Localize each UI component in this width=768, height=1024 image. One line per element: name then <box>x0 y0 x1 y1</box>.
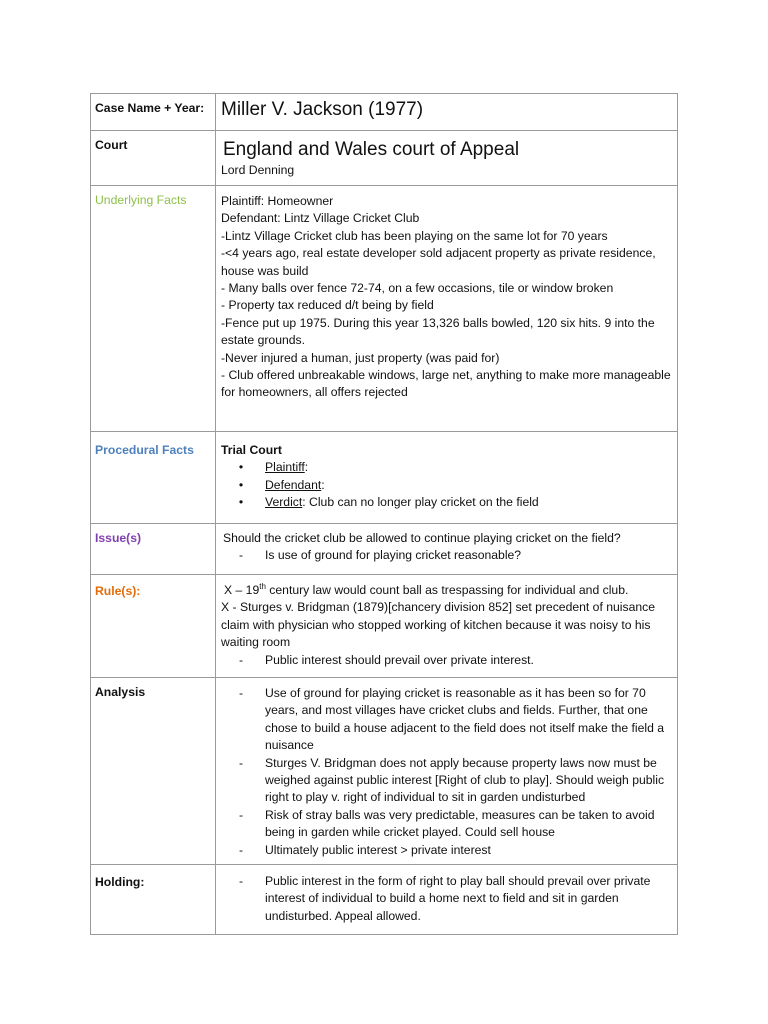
analysis-item <box>221 755 671 807</box>
dash-mark: - <box>238 755 244 770</box>
analysis-text: Use of ground for playing cricket is reasonable as it has been so for 70 years, and most villages have cricket clubs and fields. Further, that one chose to build a house adjacent to the field does not itself make the field a nuisance <box>265 686 665 753</box>
rule-line-2: X - Sturges v. Bridgman (1879)[chancery division 852] set precedent of nuisance claim with physician who stopped working of kitchen because it was noisy to his waiting room <box>221 600 656 650</box>
procedural-item-plaintiff <box>221 459 671 476</box>
court-label <box>91 131 216 186</box>
analysis-item <box>221 685 671 755</box>
case-name-label <box>91 94 216 131</box>
dash-mark: - <box>238 686 244 700</box>
analysis-item <box>221 842 671 859</box>
procedural-term: Plaintiff <box>265 460 305 475</box>
holding-list <box>221 873 671 925</box>
rule-1-post: century law would count ball as trespassing for individual and club. <box>265 583 629 597</box>
fact-line: - Club offered unbreakable windows, large net, anything to make more manageable for homeowners, all offers rejected <box>221 368 671 400</box>
row-case-name <box>91 94 678 131</box>
analysis-item <box>221 807 671 842</box>
procedural-facts-label-text: Procedural Facts <box>95 443 194 457</box>
issues-label <box>91 524 216 575</box>
row-rules <box>91 575 678 678</box>
fact-line: Plaintiff: Homeowner <box>221 194 334 208</box>
holding-label-text: Holding: <box>95 875 145 889</box>
analysis-label <box>91 678 216 865</box>
row-issues <box>91 524 678 575</box>
row-procedural-facts <box>91 432 678 524</box>
underlying-facts-label <box>91 186 216 432</box>
underlying-facts-label-text: Underlying Facts <box>95 193 187 207</box>
row-analysis <box>91 678 678 865</box>
fact-line: -Lintz Village Cricket club has been playing on the same lot for 70 years <box>221 228 608 243</box>
dash-mark: - <box>238 874 244 888</box>
dash-mark: - <box>238 807 244 822</box>
procedural-list <box>221 459 671 511</box>
row-holding <box>91 865 678 935</box>
fact-line: -Never injured a human, just property (was paid for) <box>221 350 500 365</box>
rules-sub-text: Public interest should prevail over private interest. <box>265 652 534 667</box>
fact-line: - Property tax reduced d/t being by field <box>221 298 434 313</box>
procedural-rest: : <box>304 460 309 475</box>
dash-mark: - <box>238 548 244 563</box>
court-label-text: Court <box>95 138 128 152</box>
procedural-term: Defendant <box>265 477 322 492</box>
issue-sub-text: Is use of ground for playing cricket reasonable? <box>265 548 522 563</box>
trial-court-heading: Trial Court <box>221 443 282 457</box>
holding-text: Public interest in the form of right to play ball should prevail over private interest of individual to build a home next to field and sit in garden undisturbed. Appeal allowed. <box>265 874 651 923</box>
court-cell <box>216 131 678 186</box>
case-name-cell <box>216 94 678 131</box>
issue-sublist <box>221 547 671 564</box>
rules-label-text: Rule(s): <box>95 584 141 598</box>
rules-cell <box>216 575 678 678</box>
analysis-text: Ultimately public interest > private interest <box>265 842 491 857</box>
procedural-facts-cell <box>216 432 678 524</box>
fact-line: -Fence put up 1975. During this year 13,326 balls bowled, 120 six hits. 9 into the estate grounds. <box>221 315 655 348</box>
row-underlying-facts <box>91 186 678 432</box>
court-name: England and Wales court of Appeal <box>223 139 520 160</box>
procedural-rest: : Club can no longer play cricket on the field <box>302 495 539 510</box>
fact-line: - Many balls over fence 72-74, on a few occasions, tile or window broken <box>221 281 614 296</box>
rule-1-sup: th <box>259 581 266 591</box>
procedural-term: Verdict <box>265 495 303 510</box>
row-court <box>91 131 678 186</box>
issues-cell <box>216 524 678 575</box>
procedural-item-verdict <box>221 494 671 511</box>
holding-cell <box>216 865 678 935</box>
rule-line-1 <box>221 582 671 599</box>
procedural-rest: : <box>321 477 325 492</box>
analysis-list <box>221 685 671 859</box>
rules-sublist <box>221 652 671 669</box>
issue-sub-item <box>221 547 671 564</box>
dash-mark: - <box>238 842 244 857</box>
case-name-value: Miller V. Jackson (1977) <box>221 99 424 120</box>
case-name-label-text: Case Name + Year: <box>95 101 205 115</box>
fact-line: Defendant: Lintz Village Cricket Club <box>221 211 420 226</box>
issue-question: Should the cricket club be allowed to continue playing cricket on the field? <box>223 531 621 545</box>
procedural-facts-label <box>91 432 216 524</box>
analysis-text: Sturges V. Bridgman does not apply because property laws now must be weighed against public interest [Right of club to play]. Should weigh public right to play v. right of individual to sit in garden undisturbed <box>265 755 665 805</box>
analysis-text: Risk of stray balls was very predictable, measures can be taken to avoid being in garden while cricket played. Could sell house <box>265 807 655 840</box>
issues-label-text: Issue(s) <box>95 531 142 545</box>
underlying-facts-cell <box>216 186 678 432</box>
dash-mark: - <box>238 652 244 667</box>
rule-1-pre: X – 19 <box>224 583 260 597</box>
procedural-item-defendant <box>221 477 671 494</box>
case-brief-table <box>90 93 678 935</box>
rules-sub-item <box>221 652 671 669</box>
analysis-cell <box>216 678 678 865</box>
holding-label <box>91 865 216 935</box>
analysis-label-text: Analysis <box>95 685 146 699</box>
rules-label <box>91 575 216 678</box>
bullet-mark: • <box>238 460 244 475</box>
fact-line: -<4 years ago, real estate developer sold adjacent property as private residence, house was build <box>221 246 656 278</box>
bullet-mark: • <box>238 477 244 492</box>
holding-item <box>221 873 671 925</box>
bullet-mark: • <box>238 495 244 510</box>
court-judge: Lord Denning <box>221 163 295 177</box>
